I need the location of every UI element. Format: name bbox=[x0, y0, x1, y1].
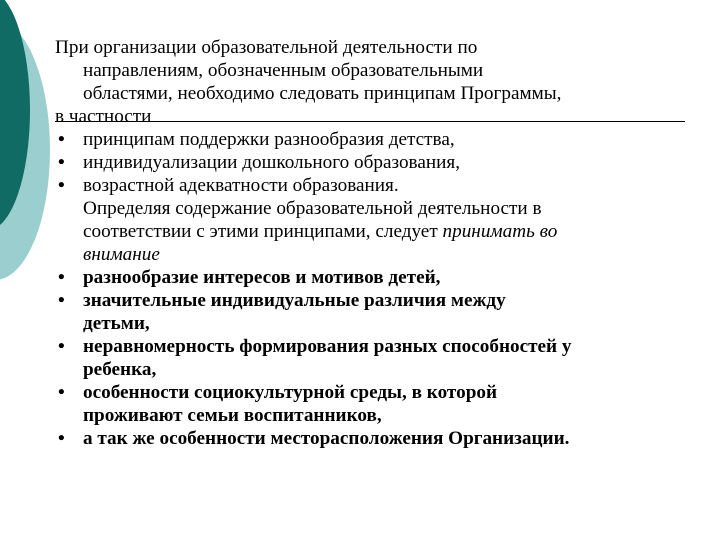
list-item bbox=[55, 381, 705, 427]
intro-line-3: областями, необходимо следовать принципам Программы, bbox=[83, 83, 562, 104]
list-item bbox=[55, 427, 705, 450]
slide-text bbox=[55, 36, 705, 450]
principle-text: возрастной адекватности образования. bbox=[83, 175, 399, 196]
bullet-icon: • bbox=[58, 129, 65, 150]
middle-line-2: соответствии с этими принципами, следует bbox=[83, 221, 443, 242]
intro-line-2: направлениям, обозначенным образовательными bbox=[83, 60, 484, 81]
bullet-icon: • bbox=[58, 428, 65, 449]
intro-paragraph bbox=[55, 36, 705, 128]
bullet-icon: • bbox=[58, 152, 65, 173]
list-item bbox=[55, 128, 705, 151]
consideration-line: проживают семьи воспитанников, bbox=[83, 405, 382, 426]
considerations-list bbox=[55, 266, 705, 450]
consideration-line: ребенка, bbox=[83, 359, 157, 380]
list-item bbox=[55, 266, 705, 289]
consideration-line: детьми, bbox=[83, 313, 150, 334]
list-item bbox=[55, 174, 705, 266]
consideration-line: разнообразие интересов и мотивов детей, bbox=[83, 267, 441, 288]
principles-list bbox=[55, 128, 705, 266]
bullet-icon: • bbox=[58, 336, 65, 357]
list-item bbox=[55, 289, 705, 335]
consideration-line: неравномерность формирования разных способностей у bbox=[83, 336, 572, 357]
decorative-teal-shapes bbox=[0, 0, 60, 540]
intro-line-4: в частности bbox=[55, 106, 152, 127]
middle-line-1: Определяя содержание образовательной деятельности в bbox=[83, 198, 542, 219]
principle-text: индивидуализации дошкольного образования, bbox=[83, 152, 461, 173]
consideration-line: а так же особенности месторасположения Организации. bbox=[83, 428, 570, 449]
middle-italic-1: принимать во bbox=[442, 221, 558, 242]
middle-italic-2: внимание bbox=[83, 244, 160, 265]
list-item bbox=[55, 335, 705, 381]
bullet-icon: • bbox=[58, 175, 65, 196]
bullet-icon: • bbox=[58, 290, 65, 311]
bullet-icon: • bbox=[58, 382, 65, 403]
intro-line-1: При организации образовательной деятельности по bbox=[55, 37, 478, 58]
bullet-icon: • bbox=[58, 267, 65, 288]
consideration-line: особенности социокультурной среды, в которой bbox=[83, 382, 498, 403]
principle-text: принципам поддержки разнообразия детства, bbox=[83, 129, 455, 150]
list-item bbox=[55, 151, 705, 174]
consideration-line: значительные индивидуальные различия между bbox=[83, 290, 506, 311]
